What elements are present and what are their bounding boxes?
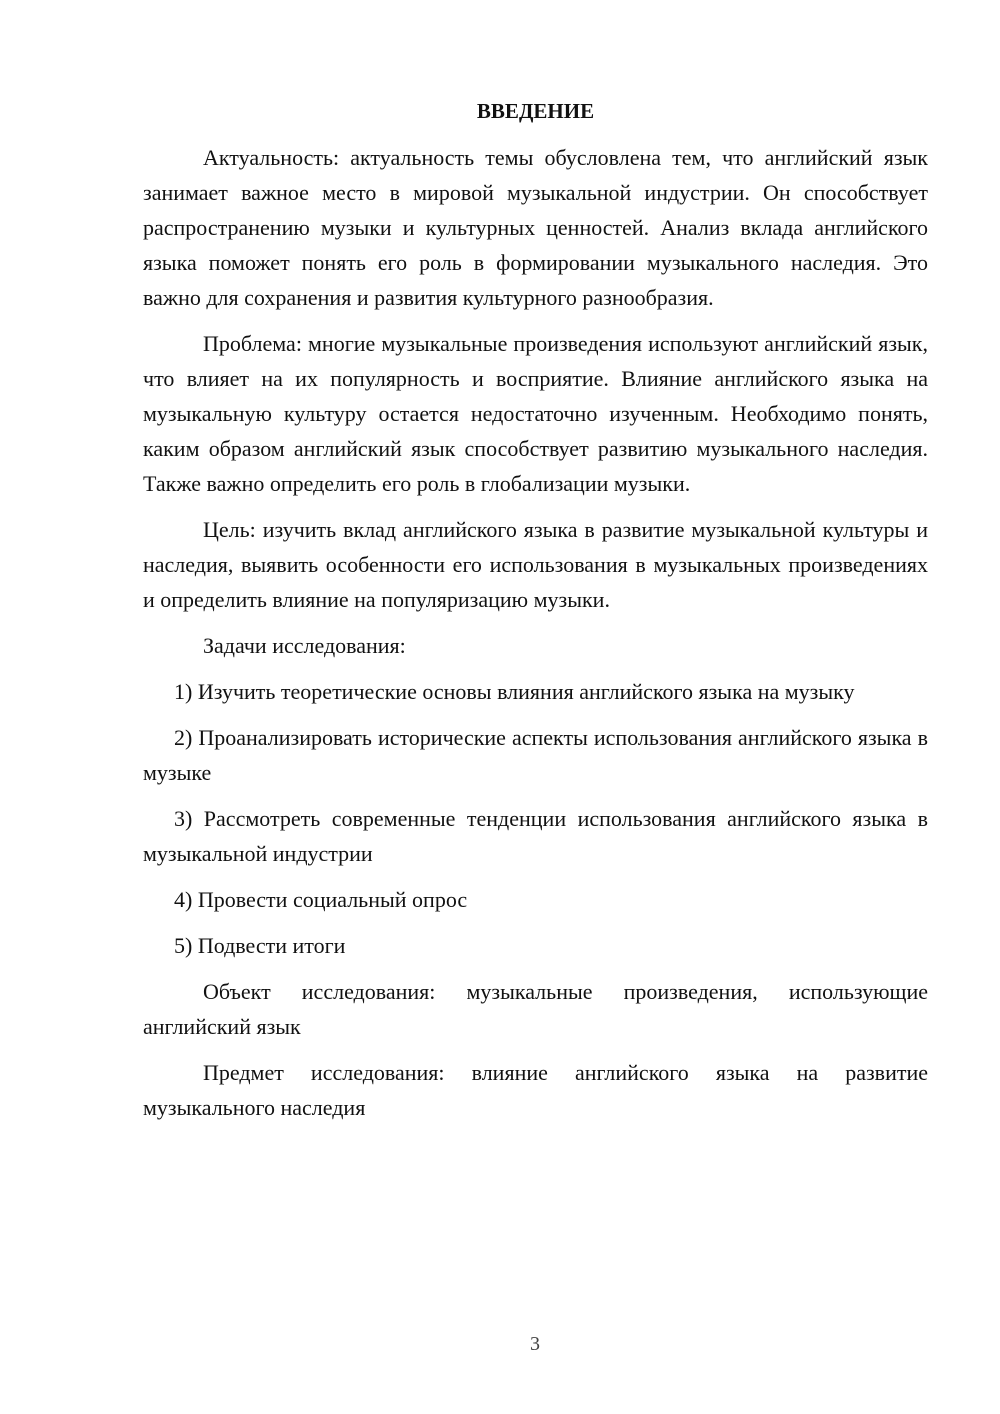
tasks-intro: Задачи исследования: [203,633,406,658]
page-number: 3 [530,1333,540,1355]
task-item-5: 5) Подвести итоги [174,933,346,958]
task-item-4: 4) Провести социальный опрос [174,887,468,912]
task-item-1: 1) Изучить теоретические основы влияния английского языка на музыку [174,679,855,704]
relevance-paragraph: Актуальность: актуальность темы обусловлена тем, что английский язык занимает важное место в мировой музыкальной индустрии. Он способствует распространению музыки и культурных ценностей. Анализ вклада английского языка поможет понять его роль в формировании музыкального наследия. Это важно для сохранения и развития культурного разнообразия. [143,145,928,310]
research-subject-paragraph: Предмет исследования: влияние английского языка на развитие музыкального наследия [143,1060,928,1120]
task-item-3: 3) Рассмотреть современные тенденции использования английского языка в музыкальной индустрии [143,806,928,866]
problem-paragraph: Проблема: многие музыкальные произведения используют английский язык, что влияет на их популярность и восприятие. Влияние английского языка на музыкальную культуру остается недостаточно изученным. Необходимо понять, каким образом английский язык способствует развитию музыкального наследия. Также важно определить его роль в глобализации музыки. [143,331,928,496]
section-heading: ВВЕДЕНИЕ [476,99,595,123]
research-object-paragraph: Объект исследования: музыкальные произведения, использующие английский язык [143,979,928,1039]
goal-paragraph: Цель: изучить вклад английского языка в развитие музыкальной культуры и наследия, выявить особенности его использования в музыкальных произведениях и определить влияние на популяризацию музыки. [143,517,928,612]
task-item-2: 2) Проанализировать исторические аспекты использования английского языка в музыке [143,725,928,785]
page-content [143,94,928,1136]
